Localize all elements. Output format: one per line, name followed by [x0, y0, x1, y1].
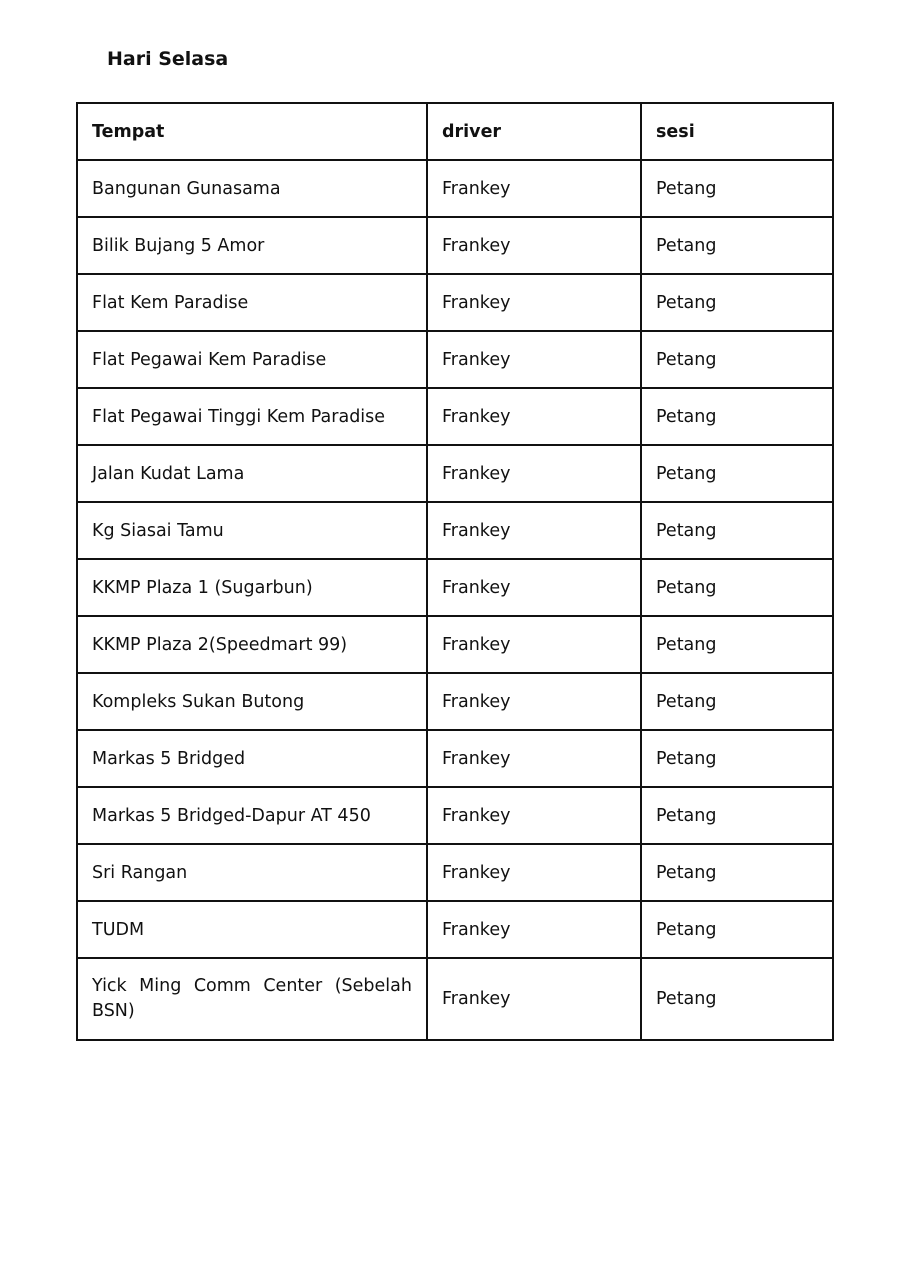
header-driver: driver: [427, 103, 641, 160]
tempat-cell: Flat Pegawai Tinggi Kem Paradise: [77, 388, 427, 445]
table-row: [77, 958, 833, 1040]
driver-cell: Frankey: [427, 274, 641, 331]
table-row: [77, 445, 833, 502]
sesi-cell: Petang: [641, 787, 833, 844]
tempat-cell: Kg Siasai Tamu: [77, 502, 427, 559]
table-row: [77, 787, 833, 844]
header-tempat: Tempat: [77, 103, 427, 160]
tempat-cell: Kompleks Sukan Butong: [77, 673, 427, 730]
table-row: [77, 331, 833, 388]
tempat-cell: KKMP Plaza 1 (Sugarbun): [77, 559, 427, 616]
table-header-row: [77, 103, 833, 160]
table-row: [77, 901, 833, 958]
driver-cell: Frankey: [427, 901, 641, 958]
driver-cell: Frankey: [427, 616, 641, 673]
sesi-cell: Petang: [641, 616, 833, 673]
schedule-table: [76, 102, 834, 1041]
driver-cell: Frankey: [427, 445, 641, 502]
tempat-cell: Bangunan Gunasama: [77, 160, 427, 217]
tempat-cell: Markas 5 Bridged: [77, 730, 427, 787]
tempat-cell: KKMP Plaza 2(Speedmart 99): [77, 616, 427, 673]
table-row: [77, 388, 833, 445]
table-row: [77, 559, 833, 616]
driver-cell: Frankey: [427, 844, 641, 901]
tempat-cell: Flat Pegawai Kem Paradise: [77, 331, 427, 388]
tempat-cell: Bilik Bujang 5 Amor: [77, 217, 427, 274]
sesi-cell: Petang: [641, 217, 833, 274]
header-sesi: sesi: [641, 103, 833, 160]
sesi-cell: Petang: [641, 844, 833, 901]
table-row: [77, 616, 833, 673]
sesi-cell: Petang: [641, 274, 833, 331]
driver-cell: Frankey: [427, 160, 641, 217]
driver-cell: Frankey: [427, 730, 641, 787]
driver-cell: Frankey: [427, 502, 641, 559]
tempat-cell: Sri Rangan: [77, 844, 427, 901]
sesi-cell: Petang: [641, 901, 833, 958]
driver-cell: Frankey: [427, 787, 641, 844]
sesi-cell: Petang: [641, 730, 833, 787]
table-row: [77, 844, 833, 901]
driver-cell: Frankey: [427, 559, 641, 616]
sesi-cell: Petang: [641, 502, 833, 559]
sesi-cell: Petang: [641, 331, 833, 388]
sesi-cell: Petang: [641, 160, 833, 217]
table-row: [77, 160, 833, 217]
table-row: [77, 217, 833, 274]
driver-cell: Frankey: [427, 217, 641, 274]
tempat-cell: Markas 5 Bridged-Dapur AT 450: [77, 787, 427, 844]
driver-cell: Frankey: [427, 331, 641, 388]
sesi-cell: Petang: [641, 445, 833, 502]
table-row: [77, 730, 833, 787]
driver-cell: Frankey: [427, 388, 641, 445]
tempat-cell: Yick Ming Comm Center (Sebelah BSN): [77, 958, 427, 1040]
driver-cell: Frankey: [427, 673, 641, 730]
page-title: Hari Selasa: [107, 48, 229, 70]
sesi-cell: Petang: [641, 559, 833, 616]
tempat-cell: Flat Kem Paradise: [77, 274, 427, 331]
sesi-cell: Petang: [641, 673, 833, 730]
driver-cell: Frankey: [427, 958, 641, 1040]
sesi-cell: Petang: [641, 958, 833, 1040]
tempat-cell: Jalan Kudat Lama: [77, 445, 427, 502]
sesi-cell: Petang: [641, 388, 833, 445]
table-row: [77, 274, 833, 331]
tempat-cell: TUDM: [77, 901, 427, 958]
table-row: [77, 673, 833, 730]
table-row: [77, 502, 833, 559]
